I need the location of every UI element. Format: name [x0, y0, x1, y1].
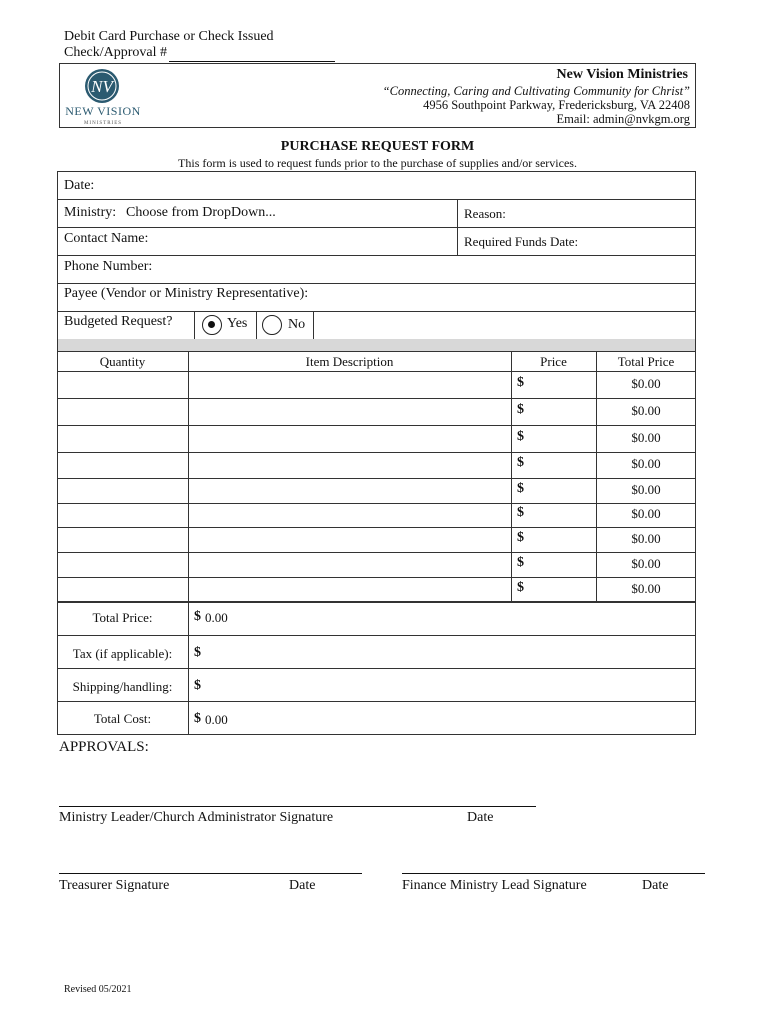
revised-date: Revised 05/2021	[64, 984, 132, 995]
budgeted-no-radio[interactable]	[262, 315, 282, 335]
total-cost-label: Total Cost:	[93, 711, 152, 726]
description-field[interactable]	[194, 530, 506, 548]
payee-label: Payee (Vendor or Ministry Representative):	[64, 286, 309, 301]
shipping-label: Shipping/handling:	[72, 679, 173, 694]
shipping-currency: $	[194, 678, 201, 693]
form-subtitle: This form is used to request funds prior to the purchase of supplies and/or services.	[178, 156, 577, 170]
table-separator	[57, 339, 696, 351]
description-field[interactable]	[194, 506, 506, 524]
quantity-field[interactable]	[63, 555, 183, 573]
price-field[interactable]: $	[517, 429, 524, 444]
leader-date-label: Date	[467, 810, 494, 825]
description-field[interactable]	[194, 428, 506, 446]
logo-initials: NV	[91, 77, 113, 96]
treasurer-signature-label: Treasurer Signature	[59, 878, 170, 893]
tax-currency: $	[194, 645, 201, 660]
check-approval-line	[169, 61, 335, 62]
check-approval-input[interactable]	[170, 44, 334, 60]
table-row	[57, 452, 696, 478]
price-field[interactable]: $	[517, 455, 524, 470]
quantity-field[interactable]	[63, 428, 183, 446]
quantity-field[interactable]	[63, 375, 183, 393]
description-field[interactable]	[194, 481, 506, 499]
org-name: New Vision Ministries	[556, 67, 688, 82]
quantity-field[interactable]	[63, 506, 183, 524]
quantity-field[interactable]	[63, 455, 183, 473]
price-field[interactable]: $	[517, 530, 524, 545]
date-label: Date:	[64, 178, 95, 193]
payee-field[interactable]	[332, 286, 690, 304]
row-total-value: $0.00	[631, 456, 661, 471]
table-row	[57, 527, 696, 552]
yes-label: Yes	[227, 316, 248, 331]
budgeted-label: Budgeted Request?	[64, 314, 173, 329]
table-row	[57, 503, 696, 527]
check-approval-label: Check/Approval #	[64, 45, 168, 60]
table-row	[57, 398, 696, 425]
description-field[interactable]	[194, 375, 506, 393]
radio-selected-dot	[208, 321, 215, 328]
row-total-value: $0.00	[631, 556, 661, 571]
org-address: 4956 Southpoint Parkway, Fredericksburg, VA 22408	[423, 98, 690, 112]
tax-label: Tax (if applicable):	[72, 646, 173, 661]
total-price-value: 0.00	[205, 610, 228, 625]
description-field[interactable]	[194, 455, 506, 473]
row-total-value: $0.00	[631, 403, 661, 418]
org-tagline: “Connecting, Caring and Cultivating Community for Christ”	[382, 84, 690, 98]
date-field[interactable]	[110, 177, 690, 195]
table-row	[57, 577, 696, 602]
leader-signature-line[interactable]	[59, 806, 536, 807]
col-header-price: Price	[540, 354, 567, 369]
description-field[interactable]	[194, 401, 506, 419]
price-field[interactable]: $	[517, 402, 524, 417]
row-total-value: $0.00	[631, 506, 661, 521]
table-row	[57, 425, 696, 452]
contact-name-label: Contact Name:	[64, 231, 149, 246]
table-row	[57, 372, 696, 398]
ministry-dropdown[interactable]: Choose from DropDown...	[126, 205, 276, 220]
quantity-field[interactable]	[63, 530, 183, 548]
total-cost-value: 0.00	[205, 712, 228, 727]
reason-label: Reason:	[464, 206, 506, 221]
row-total-value: $0.00	[631, 482, 661, 497]
price-field[interactable]: $	[517, 375, 524, 390]
approvals-heading: APPROVALS:	[59, 739, 149, 755]
table-row	[57, 478, 696, 503]
shipping-field[interactable]	[206, 677, 690, 695]
required-date-field[interactable]	[590, 232, 690, 250]
tax-field[interactable]	[206, 644, 690, 662]
row-total-value: $0.00	[631, 430, 661, 445]
quantity-field[interactable]	[63, 580, 183, 598]
logo-sub: MINISTRIES	[83, 121, 123, 126]
treasurer-date-label: Date	[289, 878, 316, 893]
phone-field[interactable]	[162, 259, 690, 277]
finance-signature-label: Finance Ministry Lead Signature	[402, 878, 587, 893]
total-price-currency: $	[194, 609, 201, 624]
table-row	[57, 552, 696, 577]
col-header-quantity: Quantity	[99, 354, 146, 369]
col-header-total: Total Price	[617, 354, 675, 369]
no-label: No	[288, 317, 306, 332]
org-email: Email: admin@nvkgm.org	[556, 112, 690, 126]
leader-signature-label: Ministry Leader/Church Administrator Signature	[59, 810, 334, 825]
required-date-label: Required Funds Date:	[464, 234, 579, 249]
phone-label: Phone Number:	[64, 259, 153, 274]
ministry-label: Ministry:	[64, 205, 117, 220]
logo-icon	[62, 66, 144, 126]
price-field[interactable]: $	[517, 580, 524, 595]
reason-field[interactable]	[518, 204, 690, 222]
finance-signature-line[interactable]	[402, 873, 705, 874]
total-price-label: Total Price:	[92, 610, 153, 625]
form-type-label: Debit Card Purchase or Check Issued	[64, 29, 274, 44]
description-field[interactable]	[194, 580, 506, 598]
treasurer-signature-line[interactable]	[59, 873, 362, 874]
col-header-description: Item Description	[305, 354, 394, 369]
new-vision-logo	[62, 66, 144, 126]
finance-date-label: Date	[642, 878, 669, 893]
price-field[interactable]: $	[517, 481, 524, 496]
total-cost-currency: $	[194, 711, 201, 726]
quantity-field[interactable]	[63, 401, 183, 419]
form-title: PURCHASE REQUEST FORM	[280, 139, 475, 154]
price-field[interactable]: $	[517, 555, 524, 570]
description-field[interactable]	[194, 555, 506, 573]
row-total-value: $0.00	[631, 531, 661, 546]
logo-name: NEW VISION	[65, 104, 141, 118]
budgeted-yes-radio[interactable]	[202, 315, 222, 335]
row-total-value: $0.00	[631, 581, 661, 596]
quantity-field[interactable]	[63, 481, 183, 499]
price-field[interactable]: $	[517, 505, 524, 520]
row-total-value: $0.00	[631, 376, 661, 391]
contact-name-field[interactable]	[160, 231, 450, 249]
